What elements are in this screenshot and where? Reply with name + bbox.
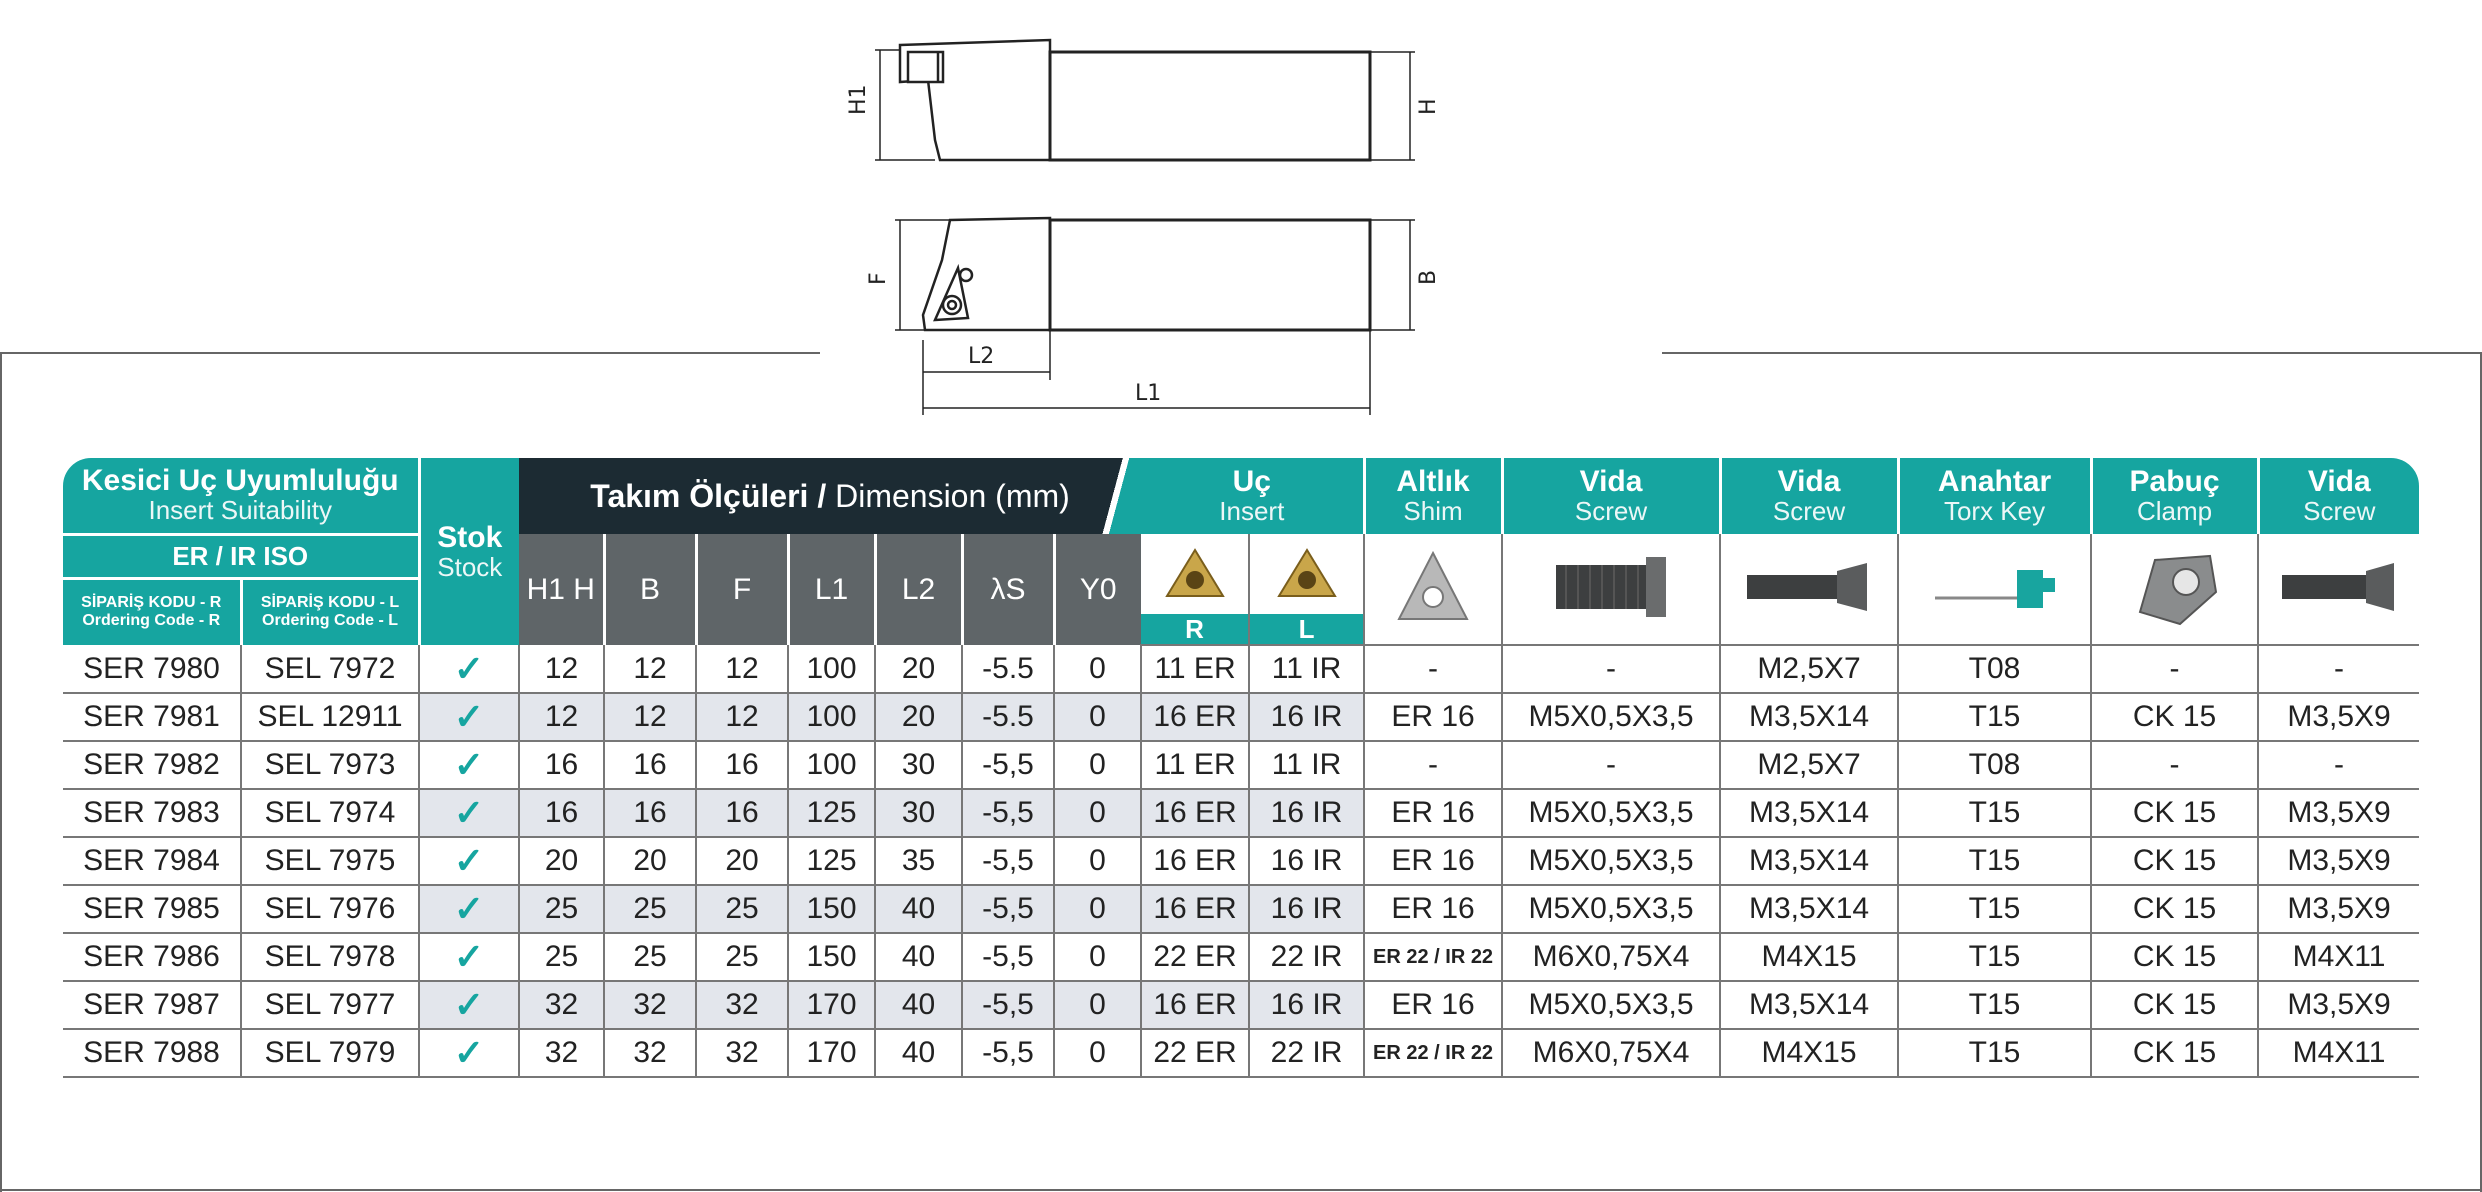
b-value: 25 <box>604 933 696 981</box>
table-row <box>63 645 2419 693</box>
stock-check: ✓ <box>419 741 519 789</box>
tool-holder-drawing <box>840 20 1640 420</box>
col-l1: L1 <box>788 534 875 645</box>
y0-value: 0 <box>1054 741 1141 789</box>
order-code-l: SEL 7973 <box>241 741 419 789</box>
order-code-l: SEL 7976 <box>241 885 419 933</box>
col-lambda-s: λS <box>962 534 1054 645</box>
l2-value: 30 <box>875 741 962 789</box>
f-value: 16 <box>696 789 788 837</box>
screw-3-code: M4X11 <box>2258 933 2419 981</box>
torx-key-code: T15 <box>1898 933 2091 981</box>
table-row <box>63 837 2419 885</box>
frame-top-left <box>0 352 820 354</box>
stock-check: ✓ <box>419 645 519 693</box>
lambda-s-value: -5,5 <box>962 837 1054 885</box>
order-code-r: SER 7985 <box>63 885 241 933</box>
insert-l-code: 11 IR <box>1249 645 1364 693</box>
label-b: B <box>1416 269 1441 285</box>
torx-key-code: T08 <box>1898 741 2091 789</box>
f-value: 32 <box>696 981 788 1029</box>
header-insert: Uç Insert <box>1141 458 1364 534</box>
shim-code: ER 16 <box>1364 885 1502 933</box>
clamp-code: CK 15 <box>2091 693 2258 741</box>
screw-2-code: M3,5X14 <box>1720 789 1898 837</box>
screw-icon <box>2274 557 2404 617</box>
shim-code: ER 16 <box>1364 789 1502 837</box>
order-code-r: SER 7980 <box>63 645 241 693</box>
l2-value: 40 <box>875 885 962 933</box>
order-code-l: SEL 7978 <box>241 933 419 981</box>
screw-3-code: M3,5X9 <box>2258 693 2419 741</box>
b-value: 16 <box>604 789 696 837</box>
clamp-image <box>2091 534 2258 645</box>
screw-1-code: - <box>1502 645 1720 693</box>
order-code-r: SER 7981 <box>63 693 241 741</box>
order-code-r: SER 7987 <box>63 981 241 1029</box>
insert-r-image <box>1141 534 1249 645</box>
clamp-code: CK 15 <box>2091 837 2258 885</box>
insert-icon <box>1275 546 1339 602</box>
product-table <box>63 458 2418 1088</box>
insert-l-code: 22 IR <box>1249 1029 1364 1077</box>
order-code-r: SER 7982 <box>63 741 241 789</box>
header-dimensions: Takım Ölçüleri / Dimension (mm) <box>519 458 1141 534</box>
label-l2: L2 <box>968 344 995 369</box>
screw-3-code: M4X11 <box>2258 1029 2419 1077</box>
f-value: 25 <box>696 885 788 933</box>
l1-value: 125 <box>788 837 875 885</box>
insert-l-code: 22 IR <box>1249 933 1364 981</box>
insert-l-code: 16 IR <box>1249 789 1364 837</box>
screw-2-code: M2,5X7 <box>1720 741 1898 789</box>
screw-1-code: M5X0,5X3,5 <box>1502 837 1720 885</box>
screw-1-image <box>1502 534 1720 645</box>
f-value: 12 <box>696 693 788 741</box>
insert-l-label: L <box>1250 614 1363 644</box>
y0-value: 0 <box>1054 645 1141 693</box>
table-row <box>63 741 2419 789</box>
h1h-value: 12 <box>519 645 604 693</box>
torx-key-code: T15 <box>1898 981 2091 1029</box>
l2-value: 40 <box>875 981 962 1029</box>
h1h-value: 16 <box>519 789 604 837</box>
order-code-l: SEL 7975 <box>241 837 419 885</box>
label-h: H <box>1416 98 1441 115</box>
torx-key-code: T15 <box>1898 693 2091 741</box>
stock-check: ✓ <box>419 789 519 837</box>
l1-value: 150 <box>788 885 875 933</box>
screw-1-code: M5X0,5X3,5 <box>1502 885 1720 933</box>
screw-1-code: M5X0,5X3,5 <box>1502 693 1720 741</box>
header-order-r: SİPARİŞ KODU - R Ordering Code - R <box>63 578 241 645</box>
lambda-s-value: -5,5 <box>962 981 1054 1029</box>
clamp-code: - <box>2091 645 2258 693</box>
table-row <box>63 693 2419 741</box>
insert-r-code: 11 ER <box>1141 645 1249 693</box>
lambda-s-value: -5,5 <box>962 741 1054 789</box>
shim-code: ER 16 <box>1364 693 1502 741</box>
screw-3-code: M3,5X9 <box>2258 789 2419 837</box>
h1h-value: 25 <box>519 885 604 933</box>
order-code-r: SER 7988 <box>63 1029 241 1077</box>
stock-check: ✓ <box>419 837 519 885</box>
screw-3-code: M3,5X9 <box>2258 885 2419 933</box>
screw-2-image <box>1720 534 1898 645</box>
b-value: 16 <box>604 741 696 789</box>
y0-value: 0 <box>1054 789 1141 837</box>
col-b: B <box>604 534 696 645</box>
order-code-r: SER 7984 <box>63 837 241 885</box>
y0-value: 0 <box>1054 933 1141 981</box>
h1h-value: 12 <box>519 693 604 741</box>
shim-code: ER 16 <box>1364 981 1502 1029</box>
h1h-value: 20 <box>519 837 604 885</box>
torx-key-code: T15 <box>1898 837 2091 885</box>
screw-1-code: M6X0,75X4 <box>1502 1029 1720 1077</box>
torx-key-code: T08 <box>1898 645 2091 693</box>
l1-value: 100 <box>788 741 875 789</box>
torx-key-image <box>1898 534 2091 645</box>
clamp-code: CK 15 <box>2091 981 2258 1029</box>
header-screw-1: Vida Screw <box>1502 458 1720 534</box>
col-f: F <box>696 534 788 645</box>
stock-check: ✓ <box>419 981 519 1029</box>
screw-1-code: - <box>1502 741 1720 789</box>
screw-3-code: M3,5X9 <box>2258 837 2419 885</box>
l2-value: 20 <box>875 645 962 693</box>
l1-value: 125 <box>788 789 875 837</box>
clamp-code: CK 15 <box>2091 885 2258 933</box>
screw-2-code: M3,5X14 <box>1720 837 1898 885</box>
y0-value: 0 <box>1054 693 1141 741</box>
clamp-code: CK 15 <box>2091 789 2258 837</box>
order-code-l: SEL 7974 <box>241 789 419 837</box>
torx-key-code: T15 <box>1898 885 2091 933</box>
screw-2-code: M2,5X7 <box>1720 645 1898 693</box>
lambda-s-value: -5,5 <box>962 885 1054 933</box>
screw-icon <box>1546 547 1676 627</box>
insert-icon <box>1163 546 1227 602</box>
frame-bottom <box>0 1189 2482 1191</box>
frame-top-right <box>1662 352 2482 354</box>
screw-2-code: M3,5X14 <box>1720 885 1898 933</box>
insert-r-label: R <box>1141 614 1248 644</box>
label-h1: H1 <box>846 84 871 115</box>
frame-left <box>0 352 2 1192</box>
col-h1h: H1 H <box>519 534 604 645</box>
insert-r-code: 16 ER <box>1141 789 1249 837</box>
h1h-value: 32 <box>519 1029 604 1077</box>
h1h-value: 16 <box>519 741 604 789</box>
f-value: 32 <box>696 1029 788 1077</box>
stock-check: ✓ <box>419 693 519 741</box>
insert-r-code: 16 ER <box>1141 693 1249 741</box>
insert-r-code: 16 ER <box>1141 837 1249 885</box>
header-stock: Stok Stock <box>419 458 519 645</box>
insert-l-code: 16 IR <box>1249 837 1364 885</box>
header-torx-key: Anahtar Torx Key <box>1898 458 2091 534</box>
lambda-s-value: -5,5 <box>962 933 1054 981</box>
header-iso: ER / IR ISO <box>63 534 419 578</box>
table-row <box>63 1029 2419 1077</box>
screw-3-code: - <box>2258 741 2419 789</box>
label-l1: L1 <box>1135 381 1162 406</box>
shim-code: ER 22 / IR 22 <box>1364 933 1502 981</box>
header-shim: Altlık Shim <box>1364 458 1502 534</box>
col-y0: Y0 <box>1054 534 1141 645</box>
order-code-l: SEL 12911 <box>241 693 419 741</box>
table-row <box>63 789 2419 837</box>
screw-2-code: M3,5X14 <box>1720 981 1898 1029</box>
insert-l-code: 11 IR <box>1249 741 1364 789</box>
shim-code: - <box>1364 741 1502 789</box>
screw-1-code: M6X0,75X4 <box>1502 933 1720 981</box>
lambda-s-value: -5.5 <box>962 693 1054 741</box>
screw-icon <box>1739 557 1879 617</box>
table-row <box>63 885 2419 933</box>
header-order-l: SİPARİŞ KODU - L Ordering Code - L <box>241 578 419 645</box>
screw-1-code: M5X0,5X3,5 <box>1502 789 1720 837</box>
torx-key-code: T15 <box>1898 789 2091 837</box>
f-value: 16 <box>696 741 788 789</box>
insert-r-code: 22 ER <box>1141 1029 1249 1077</box>
l2-value: 30 <box>875 789 962 837</box>
b-value: 12 <box>604 693 696 741</box>
order-code-l: SEL 7972 <box>241 645 419 693</box>
order-code-r: SER 7983 <box>63 789 241 837</box>
b-value: 12 <box>604 645 696 693</box>
y0-value: 0 <box>1054 837 1141 885</box>
b-value: 25 <box>604 885 696 933</box>
clamp-icon <box>2120 542 2230 632</box>
lambda-s-value: -5.5 <box>962 645 1054 693</box>
screw-1-code: M5X0,5X3,5 <box>1502 981 1720 1029</box>
order-code-r: SER 7986 <box>63 933 241 981</box>
f-value: 25 <box>696 933 788 981</box>
insert-l-code: 16 IR <box>1249 885 1364 933</box>
l1-value: 100 <box>788 693 875 741</box>
order-code-l: SEL 7977 <box>241 981 419 1029</box>
l2-value: 20 <box>875 693 962 741</box>
stock-check: ✓ <box>419 885 519 933</box>
insert-r-code: 16 ER <box>1141 885 1249 933</box>
clamp-code: CK 15 <box>2091 933 2258 981</box>
col-l2: L2 <box>875 534 962 645</box>
f-value: 20 <box>696 837 788 885</box>
l2-value: 35 <box>875 837 962 885</box>
stock-check: ✓ <box>419 933 519 981</box>
h1h-value: 32 <box>519 981 604 1029</box>
screw-2-code: M4X15 <box>1720 1029 1898 1077</box>
insert-l-image <box>1249 534 1364 645</box>
insert-r-code: 11 ER <box>1141 741 1249 789</box>
header-screw-2: Vida Screw <box>1720 458 1898 534</box>
screw-2-code: M3,5X14 <box>1720 693 1898 741</box>
header-screw-3: Vida Screw <box>2258 458 2419 534</box>
h1h-value: 25 <box>519 933 604 981</box>
screw-3-code: M3,5X9 <box>2258 981 2419 1029</box>
insert-r-code: 22 ER <box>1141 933 1249 981</box>
screw-3-code: - <box>2258 645 2419 693</box>
table-row <box>63 933 2419 981</box>
shim-code: ER 16 <box>1364 837 1502 885</box>
l1-value: 170 <box>788 981 875 1029</box>
clamp-code: - <box>2091 741 2258 789</box>
shim-image <box>1364 534 1502 645</box>
b-value: 32 <box>604 1029 696 1077</box>
y0-value: 0 <box>1054 1029 1141 1077</box>
stock-check: ✓ <box>419 1029 519 1077</box>
order-code-l: SEL 7979 <box>241 1029 419 1077</box>
l2-value: 40 <box>875 1029 962 1077</box>
b-value: 20 <box>604 837 696 885</box>
y0-value: 0 <box>1054 885 1141 933</box>
l1-value: 100 <box>788 645 875 693</box>
insert-l-code: 16 IR <box>1249 693 1364 741</box>
clamp-code: CK 15 <box>2091 1029 2258 1077</box>
shim-code: - <box>1364 645 1502 693</box>
lambda-s-value: -5,5 <box>962 789 1054 837</box>
f-value: 12 <box>696 645 788 693</box>
table-row <box>63 981 2419 1029</box>
insert-r-code: 16 ER <box>1141 981 1249 1029</box>
l1-value: 170 <box>788 1029 875 1077</box>
header-clamp: Pabuç Clamp <box>2091 458 2258 534</box>
l2-value: 40 <box>875 933 962 981</box>
torx-key-code: T15 <box>1898 1029 2091 1077</box>
shim-icon <box>1393 547 1473 627</box>
l1-value: 150 <box>788 933 875 981</box>
shim-code: ER 22 / IR 22 <box>1364 1029 1502 1077</box>
insert-l-code: 16 IR <box>1249 981 1364 1029</box>
lambda-s-value: -5,5 <box>962 1029 1054 1077</box>
label-f: F <box>866 272 891 285</box>
screw-2-code: M4X15 <box>1720 933 1898 981</box>
torx-key-icon <box>1925 552 2065 622</box>
header-insert-suitability: Kesici Uç Uyumluluğu Insert Suitability <box>63 458 419 534</box>
y0-value: 0 <box>1054 981 1141 1029</box>
screw-3-image <box>2258 534 2419 645</box>
b-value: 32 <box>604 981 696 1029</box>
